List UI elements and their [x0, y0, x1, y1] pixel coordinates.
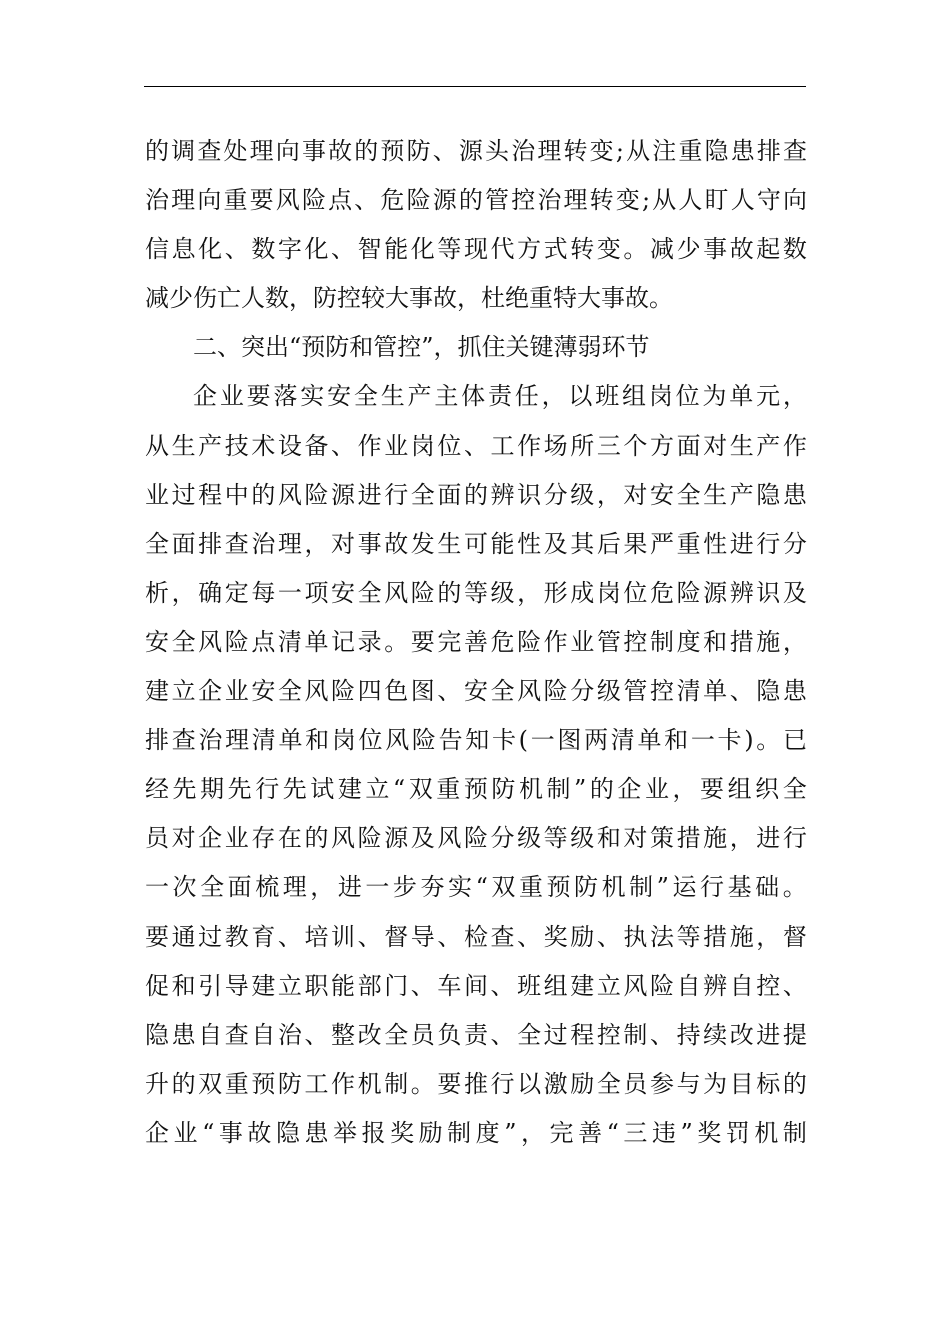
text-line [145, 274, 807, 323]
text-line-content: 信 息 化 、 数 字 化 、 智 能 化 等 现 代 方 式 转 变 。 减 少 事 故 起 数 [145, 235, 807, 264]
text-line [145, 127, 807, 176]
header-rule [144, 86, 806, 87]
text-line [145, 667, 807, 716]
text-line [145, 372, 807, 421]
text-line-content: 减少伤亡人数，防控较大事故，杜绝重特大事故。 [145, 284, 673, 313]
text-line [145, 1011, 807, 1060]
text-line-content: 要 通 过 教 育 、 培 训 、 督 导 、 检 查 、 奖 励 、 执 法 等 措 施 ， 督 [145, 922, 807, 951]
text-line [145, 520, 807, 569]
text-line-content: 的 调 查 处 理 向 事 故 的 预 防 、 源 头 治 理 转 变 ; 从 注 重 隐 患 排 查 [145, 137, 807, 165]
text-line-content: 排 查 治 理 清 单 和 岗 位 风 险 告 知 卡 ( 一 图 两 清 单 和 一 卡 ) 。 已 [145, 726, 807, 755]
text-line-content: 二、突出“预防和管控”，抓住关键薄弱环节 [193, 333, 650, 362]
text-line-content: 隐 患 自 查 自 治 、 整 改 全 员 负 责 、 全 过 程 控 制 、 持 续 改 进 提 [145, 1020, 807, 1049]
text-line-content: 安 全 风 险 点 清 单 记 录 。 要 完 善 危 险 作 业 管 控 制 度 和 措 施 ， [145, 627, 807, 656]
text-line-content: 一 次 全 面 梳 理 ， 进 一 步 夯 实 “ 双 重 预 防 机 制 ” 运 行 基 础 。 [145, 873, 807, 902]
body-text [145, 127, 807, 1158]
text-line [145, 323, 807, 372]
text-line-content: 治 理 向 重 要 风 险 点 、 危 险 源 的 管 控 治 理 转 变 ; 从 人 盯 人 守 向 [145, 186, 807, 215]
text-line [145, 618, 807, 667]
text-line [145, 471, 807, 520]
text-line-content: 促 和 引 导 建 立 职 能 部 门 、 车 间 、 班 组 建 立 风 险 自 辨 自 控 、 [145, 971, 807, 1000]
text-line [145, 569, 807, 618]
text-line [145, 422, 807, 471]
text-line [145, 1060, 807, 1109]
text-line-content: 建 立 企 业 安 全 风 险 四 色 图 、 安 全 风 险 分 级 管 控 清 单 、 隐 患 [145, 677, 807, 706]
text-line-content: 经 先 期 先 行 先 试 建 立 “ 双 重 预 防 机 制 ” 的 企 业 ， 要 组 织 全 [145, 775, 807, 804]
text-line [145, 225, 807, 274]
text-line-content: 业 过 程 中 的 风 险 源 进 行 全 面 的 辨 识 分 级 ， 对 安 全 生 产 隐 患 [145, 480, 807, 509]
text-line-content: 升 的 双 重 预 防 工 作 机 制 。 要 推 行 以 激 励 全 员 参 与 为 目 标 的 [145, 1069, 807, 1098]
text-line [145, 176, 807, 225]
text-line [145, 765, 807, 814]
text-line-content: 企 业 “ 事 故 隐 患 举 报 奖 励 制 度 ” ， 完 善 “ 三 违 ” 奖 罚 机 制 [145, 1118, 807, 1147]
text-line [145, 913, 807, 962]
text-line-content: 全 面 排 查 治 理 ， 对 事 故 发 生 可 能 性 及 其 后 果 严 重 性 进 行 分 [145, 529, 807, 558]
text-line-content: 员 对 企 业 存 在 的 风 险 源 及 风 险 分 级 等 级 和 对 策 措 施 ， 进 行 [145, 824, 807, 853]
text-line [145, 716, 807, 765]
text-line-content: 企 业 要 落 实 安 全 生 产 主 体 责 任 ， 以 班 组 岗 位 为 单 元 ， [193, 382, 807, 411]
text-line [145, 1109, 807, 1158]
text-line-content: 析 ， 确 定 每 一 项 安 全 风 险 的 等 级 ， 形 成 岗 位 危 险 源 辨 识 及 [145, 578, 807, 607]
text-line [145, 814, 807, 863]
text-line-content: 从 生 产 技 术 设 备 、 作 业 岗 位 、 工 作 场 所 三 个 方 面 对 生 产 作 [145, 431, 807, 460]
text-line [145, 863, 807, 912]
text-line [145, 962, 807, 1011]
